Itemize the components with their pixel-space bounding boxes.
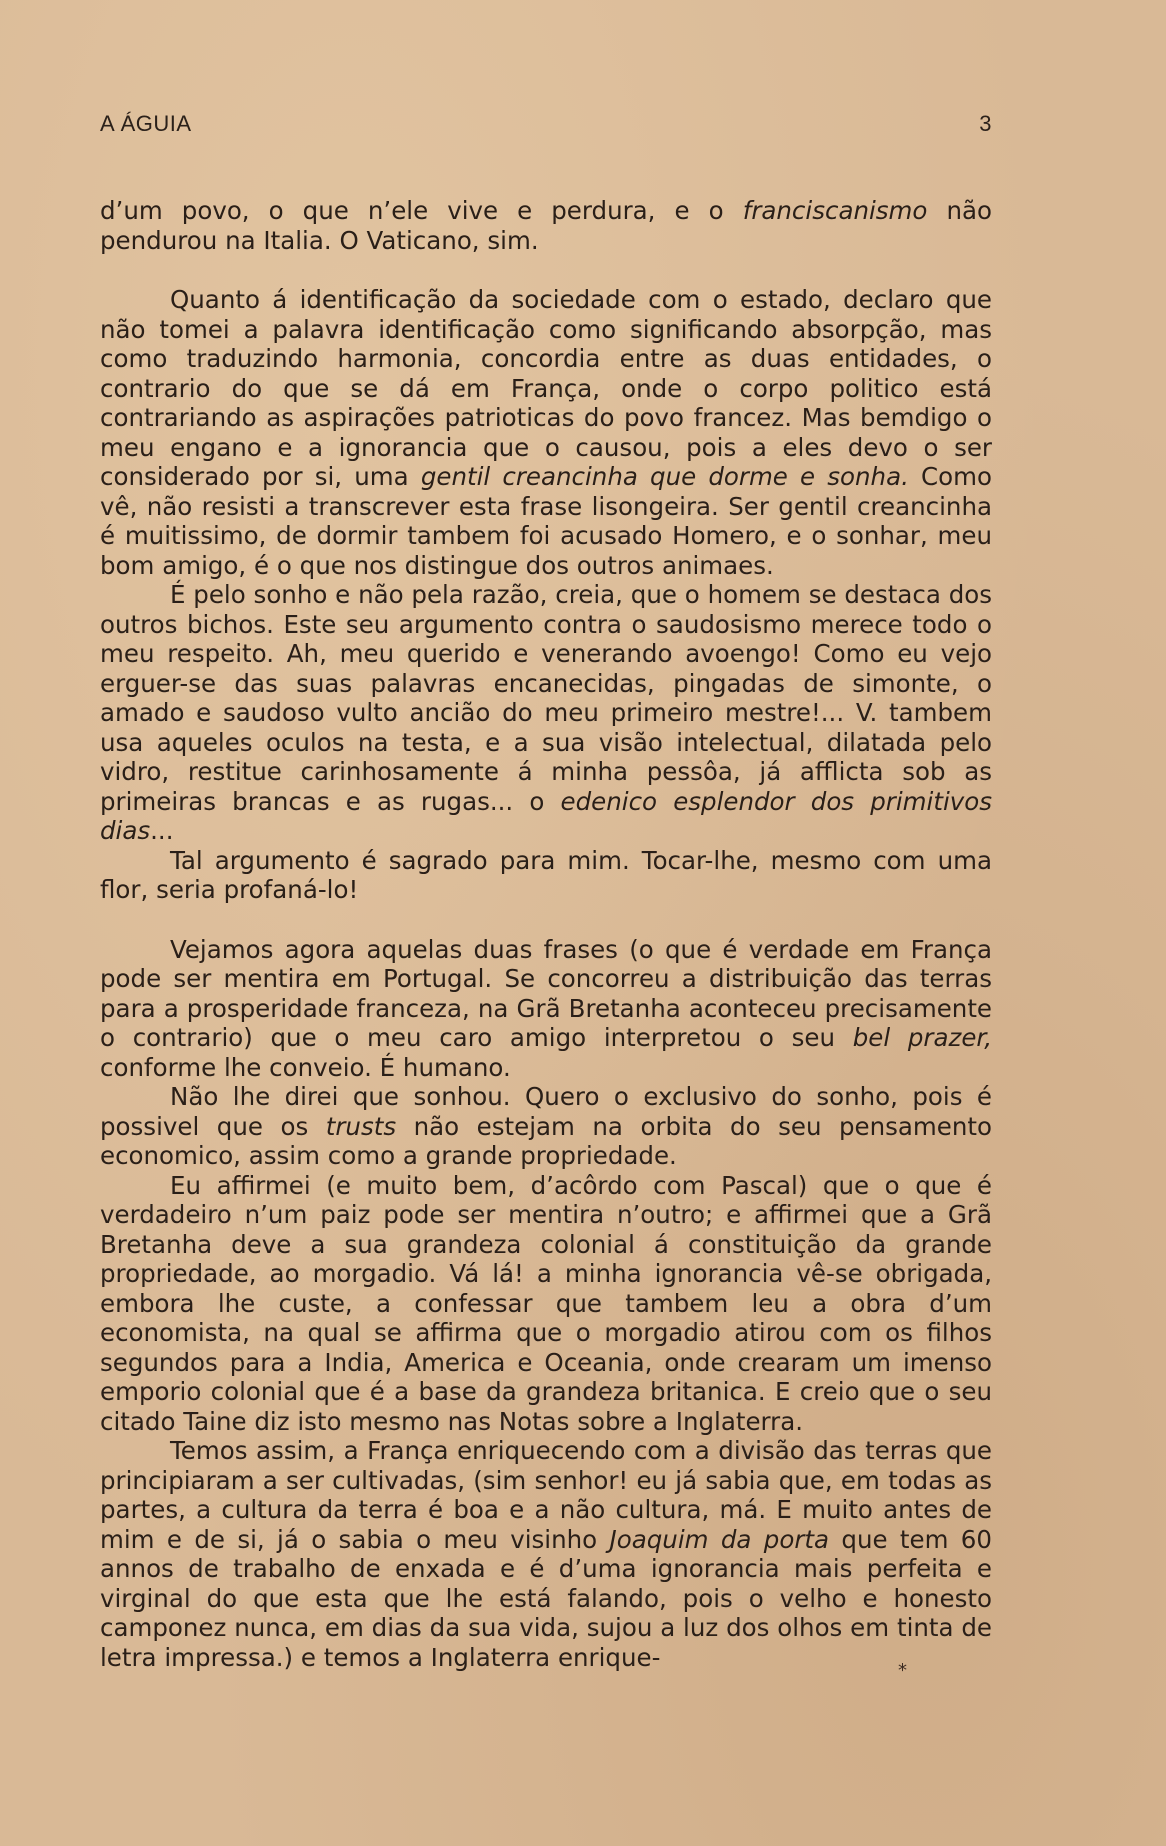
paragraph (100, 580, 992, 846)
paragraph (100, 1082, 992, 1171)
paragraph (100, 1436, 992, 1672)
italic-text: edenico esplendor dos primitivos dias (100, 786, 993, 845)
italic-text: trusts (325, 1111, 397, 1141)
italic-text: franciscanismo (742, 196, 928, 225)
text-segment: d’um povo, o que n’ele vive e perdura, e o (100, 196, 743, 225)
page-number: 3 (979, 111, 992, 136)
text-segment: Temos assim, a França enriquecendo com a divisão das terras que principiaram a ser cultivadas, (sim senhor! eu já sabia que, em todas as partes, a cultura da terra é boa e a não cultura, má. E muito antes de mim e de si, já o sabia o meu visinho (100, 1436, 992, 1554)
text-segment: não estejam na orbita do seu pensamento economico, assim como a grande propriedade. (100, 1111, 992, 1170)
text-segment: Quanto á identificação da sociedade com o estado, declaro que não tomei a palavra identificação como significando absorpção, mas como traduzindo harmonia, concordia entre as duas entidades, o contrario do que se dá em França, onde o corpo politico está contrariando as aspirações patrioticas do povo francez. Mas bemdigo o meu engano e a ignorancia que o causou, pois a eles devo o ser considerado por si, uma (100, 285, 992, 491)
article-body (100, 196, 992, 1672)
journal-title: A ÁGUIA (100, 111, 192, 136)
italic-text: bel prazer, (852, 1023, 993, 1052)
text-segment: que tem 60 annos de trabalho de enxada e é d’uma ignorancia mais perfeita e virginal do que esta que lhe está falando, pois o velho e honesto camponez nunca, em dias da sua vida, sujou a luz dos olhos em tinta de letra impressa.) e temos a Inglaterra enrique- (100, 1524, 992, 1672)
italic-text: Joaquim da porta (609, 1524, 830, 1554)
text-segment: Não lhe direi que sonhou. Quero o exclusivo do sonho, pois é possivel que os (100, 1082, 992, 1141)
text-segment: não pendurou na Italia. O Vaticano, sim. (100, 196, 993, 255)
text-segment: ... (150, 816, 174, 845)
paragraph (100, 285, 992, 580)
paragraph (100, 196, 992, 255)
paragraph (100, 1171, 992, 1437)
text-segment: Eu affirmei (e muito bem, d’acôrdo com Pascal) que o que é verdadeiro n’um paiz pode ser mentira n’outro; e affirmei que a Grã Bretanha deve a sua grandeza colonial á constituição da grande propriedade, ao morgadio. Vá lá! a minha ignorancia vê-se obrigada, embora lhe custe, a confessar que tambem leu a obra d’um economista, na qual se affirma que o morgadio atirou com os filhos segundos para a India, America e Oceania, onde crearam um imenso emporio colonial que é a base da grandeza britanica. E creio que o seu citado Taine diz isto mesmo nas Notas sobre a Inglaterra. (100, 1170, 992, 1436)
italic-text: gentil creancinha que dorme e sonha. (420, 462, 909, 491)
text-segment: Tal argumento é sagrado para mim. Tocar-lhe, mesmo com uma flor, seria profaná-lo! (100, 845, 992, 904)
running-header (100, 111, 992, 141)
paragraph (100, 846, 992, 905)
signature-mark: * (898, 1660, 907, 1681)
text-segment: É pelo sonho e não pela razão, creia, que o homem se destaca dos outros bichos. Este seu argumento contra o saudosismo merece todo o meu respeito. Ah, meu querido e venerando avoengo! Como eu vejo erguer-se das suas palavras encanecidas, pingadas de simonte, o amado e saudoso vulto ancião do meu primeiro mestre!... V. tambem usa aqueles oculos na testa, e a sua visão intelectual, dilatada pelo vidro, restitue carinhosamente á minha pessôa, já afflicta sob as primeiras brancas e as rugas... o (100, 580, 992, 816)
text-segment: Vejamos agora aquelas duas frases (o que é verdade em França pode ser mentira em Portugal. Se concorreu a distribuição das terras para a prosperidade franceza, na Grã Bretanha aconteceu precisamente o contrario) que o meu caro amigo interpretou o seu (100, 934, 992, 1052)
paragraph (100, 935, 992, 1083)
text-segment: conforme lhe conveio. É humano. (100, 1052, 511, 1082)
text-segment: Como vê, não resisti a transcrever esta frase lisongeira. Ser gentil creancinha é muitissimo, de dormir tambem foi acusado Homero, e o sonhar, meu bom amigo, é o que nos distingue dos outros animaes. (100, 462, 992, 580)
